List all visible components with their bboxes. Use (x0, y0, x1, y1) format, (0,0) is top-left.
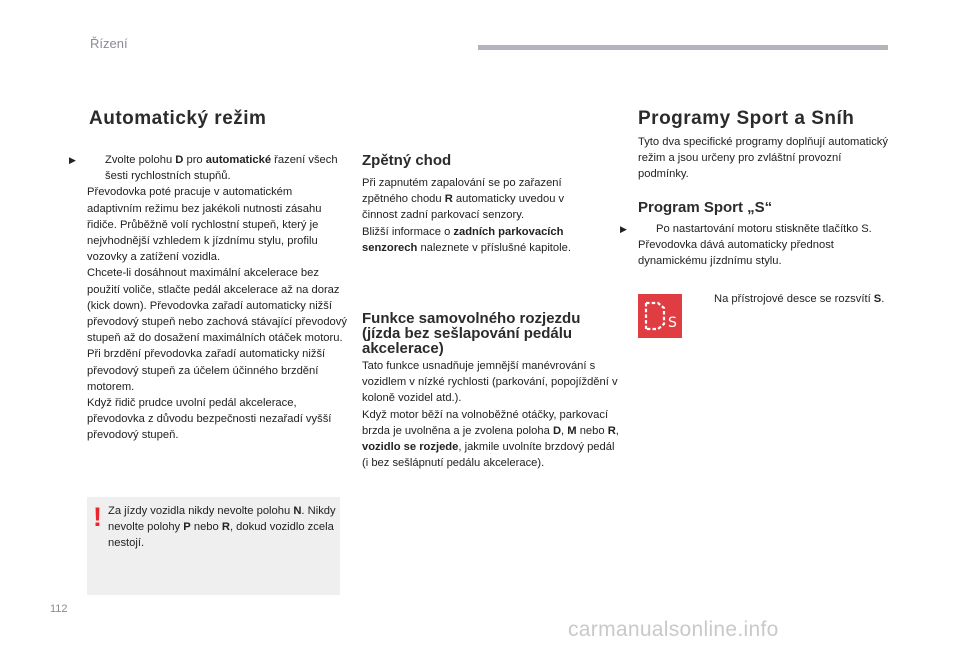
reverse-text: Při zapnutém zapalování se po zařazení zpětného chodu R automaticky uvedou v činnost zadní parkovací senzory. Bližší informace o zadních parkovacích senzorech naleznete v příslušné kapitole. (362, 177, 571, 254)
para-kickdown: Chcete-li dosáhnout maximální akcelerace bez použití voliče, stlačte pedál akcelerace až na doraz (kick down). Převodovka zařadí automaticky nižší převodový stupeň nebo zachová stávající převodový stupeň až do dosažení maximálních otáček motoru. (87, 267, 347, 345)
heading-reverse: Zpětný chod (362, 152, 452, 169)
sport-intro: Tyto dva specifické programy doplňují automatický režim a jsou určeny pro zvláštní provozní podmínky. (638, 136, 888, 181)
indicator-text: Na přístrojové desce se rozsvítí S. (714, 293, 885, 305)
bullet-select-d: ▶ Zvolte polohu D pro automatické řazení všech šesti rychlostních stupňů. (69, 154, 338, 183)
heading-creep-function: Funkce samovolného rozjezdu (jízda bez sešlapování pedálu akcelerace) (362, 310, 581, 357)
para-braking: Při brzdění převodovka zařadí automaticky nižší převodový stupeň za účelem účinného brzdění motorem. (87, 348, 326, 393)
heading-automatic-mode: Automatický režim (89, 108, 267, 129)
bullet-icon: ▶ (620, 224, 627, 234)
section-title: Řízení (90, 36, 128, 51)
bullet-icon: ▶ (69, 155, 76, 165)
para-release: Když řidič prudce uvolní pedál akcelerace, převodovka z důvodu bezpečnosti nezařadí vyšší převodový stupeň. (87, 397, 332, 442)
heading-program-sport: Program Sport „S“ (638, 199, 773, 216)
watermark: carmanualsonline.info (568, 618, 779, 641)
sport-text: ▶ Po nastartování motoru stiskněte tlačítko S. Převodovka dává automaticky přednost dynamickému jízdnímu stylu. (638, 221, 890, 270)
para-adaptive: Převodovka poté pracuje v automatickém adaptivním režimu bez jakékoli nutnosti zásahu řidiče. Průběžně volí rychlostní stupeň, který je nejvhodnější vzhledem k jízdnímu stylu, profilu vozovky a zatížení vozidla. (87, 186, 322, 264)
page-number: 112 (50, 603, 68, 615)
automatic-mode-text (69, 152, 347, 444)
header-bar (478, 45, 888, 50)
sport-indicator-icon (638, 294, 682, 338)
warning-icon: ! (93, 502, 102, 532)
creep-text: Tato funkce usnadňuje jemnější manévrování s vozidlem v nízké rychlosti (parkování, popojíždění v koloně vozidel atd.). Když motor běží na volnoběžné otáčky, parkovací brzda je uvolněna a je zvolena poloha D, M nebo R, vozidlo se rozjede, jakmile uvolníte brzdový pedál (i bez sešlápnutí pedálu akcelerace). (362, 360, 619, 470)
warning-text: Za jízdy vozidla nikdy nevolte polohu N. Nikdy nevolte polohy P nebo R, dokud vozidlo zcela nestojí. (108, 505, 336, 550)
heading-sport-snow: Programy Sport a Sníh (638, 108, 855, 129)
bullet-press-s: ▶ Po nastartování motoru stiskněte tlačítko S. (638, 221, 890, 237)
sport-indicator-letter: S (668, 315, 677, 331)
